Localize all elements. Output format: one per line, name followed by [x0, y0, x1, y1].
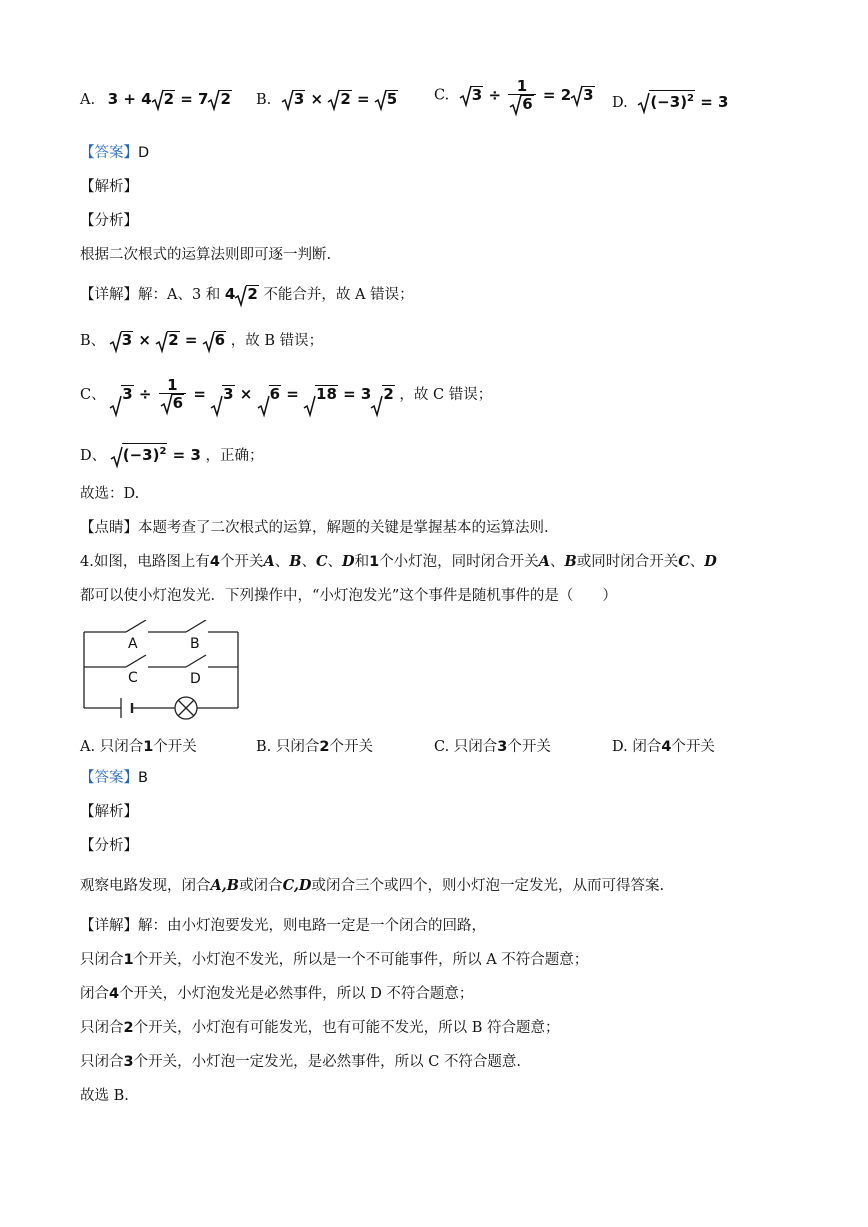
- q4-option-c: C. 只闭合3个开关: [434, 739, 551, 755]
- switch-label-a: A: [128, 636, 138, 652]
- switch-label-d: D: [190, 671, 201, 687]
- q3-detail-d: D、 $(-3)^2 = 3$ ，正确；: [80, 443, 264, 466]
- q4-fenxi: 【分析】: [80, 838, 138, 854]
- q3-fenxi-text: 根据二次根式的运算法则即可逐一判断.: [80, 247, 332, 263]
- circuit-diagram: [80, 620, 242, 720]
- q3-detail-c: C、 3 ÷ $\frac{1}{6}$ = 3 × 6 = 18 = 3 2 ，故 C 错误；: [80, 374, 492, 415]
- q4-option-a: A. 只闭合1个开关: [80, 739, 197, 755]
- q3-choose: 故选：D.: [80, 486, 140, 502]
- q3-option-c: C. 3 ÷ $\frac{1}{6}$ = 2 3: [434, 77, 594, 113]
- q3-option-b: B. 3 × 2 = 5: [256, 90, 398, 108]
- q4-option-d: D. 闭合4个开关: [612, 739, 715, 755]
- q4-fenxi-text: 观察电路发现，闭合A,B或闭合C,D或闭合三个或四个，则小灯泡一定发光，从而可得答案.: [80, 877, 665, 894]
- q4-stem-line2: 都可以使小灯泡发光．下列操作中，“小灯泡发光”这个事件是随机事件的是（ ）: [80, 588, 617, 604]
- q4-answer: 【答案】B: [80, 770, 148, 786]
- q4-jiexi: 【解析】: [80, 804, 138, 820]
- q3-fenxi: 【分析】: [80, 213, 138, 229]
- q3-dianjing: 【点睛】本题考查了二次根式的运算，解题的关键是掌握基本的运算法则.: [80, 520, 549, 536]
- q3-jiexi: 【解析】: [80, 179, 138, 195]
- q3-answer: 【答案】D: [80, 145, 150, 161]
- q4-choose: 故选 B.: [80, 1088, 129, 1104]
- q3-option-d: D. $(-3)^2 = 3$: [612, 90, 728, 111]
- q4-detail-5: 只闭合3个开关，小灯泡一定发光，是必然事件，所以 C 不符合题意.: [80, 1054, 522, 1070]
- q3-option-a: A. 3 + 4 2 = 7 2: [80, 90, 231, 108]
- q3-detail-b: B、 3 × 2 = 6 ，故 B 错误；: [80, 331, 324, 349]
- q3-detail-a: 【详解】解：A、3 和 4 2 不能合并，故 A 错误；: [80, 285, 414, 303]
- q4-detail-4: 只闭合2个开关，小灯泡有可能发光，也有可能不发光，所以 B 符合题意；: [80, 1020, 560, 1036]
- switch-label-c: C: [128, 670, 138, 686]
- q4-option-b: B. 只闭合2个开关: [256, 739, 373, 755]
- switch-label-b: B: [190, 636, 200, 652]
- q4-detail-3: 闭合4个开关，小灯泡发光是必然事件，所以 D 不符合题意；: [80, 986, 474, 1002]
- q4-detail-2: 只闭合1个开关，小灯泡不发光，所以是一个不可能事件，所以 A 不符合题意；: [80, 952, 589, 968]
- q4-detail-1: 【详解】解：由小灯泡要发光，则电路一定是一个闭合的回路，: [80, 918, 486, 934]
- q4-stem-line1: 4.如图，电路图上有4个开关A、B、C、D和1个小灯泡，同时闭合开关A、B或同时闭合开关C、D: [80, 553, 717, 570]
